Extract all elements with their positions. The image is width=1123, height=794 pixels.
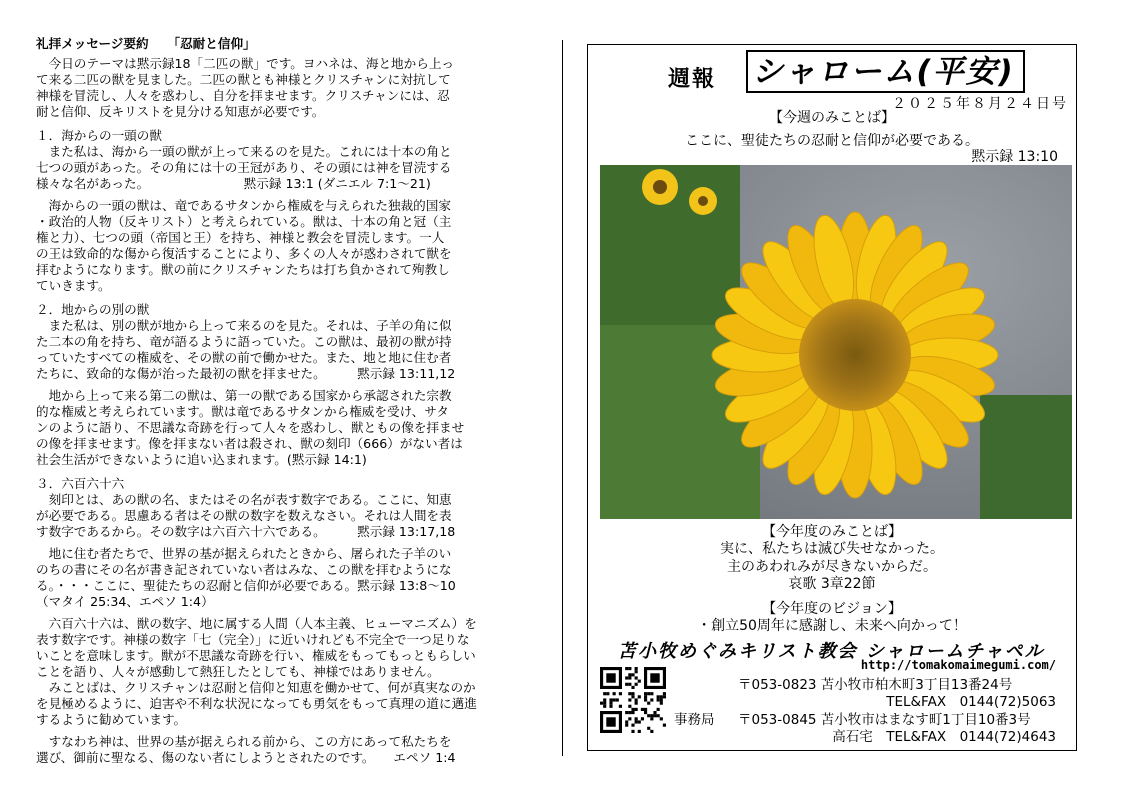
text-line: 刻印とは、あの獣の名、またはその名が表す数字である。ここに、知恵 [36, 492, 452, 507]
text-line: の像を拝ませます。像を拝まない者は殺され、獣の刻印（666）がない者は [36, 436, 463, 451]
vision-text: ・創立50周年に感謝し、未来へ向かって！ [697, 618, 967, 634]
text-line: 選び、御前に聖なる、傷のない者にしようとされたのです。 エペソ 1:4 [36, 750, 456, 765]
text-line: のちの書にその名が書き記されていない者はみな、この獣を拝むようにな [36, 562, 452, 577]
section-3-title: ３．六百六十六 [36, 476, 125, 491]
section-2-body [36, 388, 544, 468]
text-line: す数字であるから。その数字は六百六十六である。 黙示録 13:17,18 [36, 524, 456, 539]
text-line: するように勧めています。 [36, 712, 187, 727]
vision-heading: 【今年度のビジョン】 [762, 601, 902, 617]
text-line: る。・・・ここに、聖徒たちの忍耐と信仰が必要である。黙示録 13:8〜10 [36, 578, 456, 593]
column-divider [562, 40, 563, 756]
section-2-title: ２．地からの別の獣 [36, 302, 150, 317]
text-line: すなわち神は、世界の基が据えられる前から、この方にあって私たちを [36, 734, 452, 749]
year-verse-heading: 【今年度のみことば】 [762, 524, 902, 540]
text-line: 神様を冒涜し、人々を惑わし、自分を拝ませます。クリスチャンには、忍 [36, 88, 450, 103]
intro-text [36, 56, 544, 120]
masthead-title: シャローム(平安) [746, 50, 1025, 93]
year-verse-line-1: 実に、私たちは滅び失せなかった。 [720, 541, 944, 557]
sunflower-photo [600, 165, 1072, 519]
text-line: 様々な名があった。 黙示録 13:1 (ダニエル 7:1〜21) [36, 176, 431, 191]
text-line: を見極めるように、迫害や不利な状況になっても勇気をもって真理の道に邁進 [36, 696, 477, 711]
text-line: 地に住む者たちで、世界の基が据えられたときから、屠られた子羊のい [36, 546, 452, 561]
text-line: 海からの一頭の獣は、竜であるサタンから権威を与えられた独裁的国家 [36, 198, 451, 213]
text-line: 七つの頭があった。その角には十の王冠があり、その頭には神を冒涜する [36, 160, 452, 175]
text-line: ていきます。 [36, 278, 111, 293]
text-line: ンのように語り、不思議な奇跡を行って人々を惑わし、獣ともの像を拝ませ [36, 420, 465, 435]
text-line: 地から上って来る第二の獣は、第一の獣である国家から承認された宗教 [36, 388, 452, 403]
office-label: 事務局 [674, 712, 715, 728]
text-line: また私は、海から一頭の獣が上って来るのを見た。これには十本の角と [36, 144, 452, 159]
text-line: の王は致命的な傷から復活することにより、多くの人々が惑わされて獣を [36, 246, 452, 261]
text-line: っていたすべての権威を、その獣の前で働かせた。また、地と地に住む者 [36, 350, 452, 365]
text-line: また私は、別の獣が地から上って来るのを見た。それは、子羊の角に似 [36, 318, 452, 333]
text-line: 権と力）、七つの頭（帝国と王）を持ち、神様と教会を冒涜します。一人 [36, 230, 445, 245]
qr-code-icon [600, 667, 666, 733]
section-3-body [36, 616, 544, 728]
text-line: みことばは、クリスチャンは忍耐と信仰と知恵を働かせて、何が真実なのか [36, 680, 476, 695]
section-1-title: １．海からの一頭の獣 [36, 128, 162, 143]
office-address: 〒053-0845 苫小牧市はまなす町1丁目10番3号 [738, 712, 1031, 728]
section-3-quote-2 [36, 546, 544, 610]
text-line: （マタイ 25:34、エペソ 1:4） [36, 594, 214, 609]
weekly-verse-ref: 黙示録 13:10 [971, 149, 1058, 165]
text-line: が必要である。思慮ある者はその獣の数字を数えなさい。それは人間を表 [36, 508, 452, 523]
church-name: 苫小牧めぐみキリスト教会 シャロームチャペル [618, 641, 1045, 662]
section-1-quote [36, 144, 544, 192]
text-line: 拝むようになります。獣の前にクリスチャンたちは打ち負かされて殉教し [36, 262, 450, 277]
text-line: 今日のテーマは黙示録18「二匹の獣」です。ヨハネは、海と地から上っ [36, 56, 455, 71]
year-verse-line-2: 主のあわれみが尽きないからだ。 [727, 559, 937, 575]
church-address: 〒053-0823 苫小牧市柏木町3丁目13番24号 [738, 677, 1013, 693]
masthead-label: 週報 [668, 67, 717, 92]
section-3-quote [36, 492, 544, 540]
text-line: ・政治的人物（反キリスト）と考えられている。獣は、十本の角と冠（主 [36, 214, 452, 229]
text-line: て来る二匹の獣を見ました。二匹の獣とも神様とクリスチャンに対抗して [36, 72, 451, 87]
church-tel: TEL&FAX 0144(72)5063 [886, 694, 1056, 710]
weekly-verse-heading: 【今週のみことば】 [769, 110, 895, 126]
text-line: 六百六十六は、獣の数字、地に属する人間（人本主義、ヒューマニズム）を [36, 616, 477, 631]
text-line: 表す数字です。神様の数字「七（完全）」に近いけれども不完全で一つ足りな [36, 632, 470, 647]
section-1-body [36, 198, 544, 294]
sermon-heading: 礼拝メッセージ要約 「忍耐と信仰」 [36, 36, 256, 51]
office-tel: 高石宅 TEL&FAX 0144(72)4643 [832, 729, 1056, 745]
year-verse-ref: 哀歌 3章22節 [788, 576, 876, 592]
text-line: いことを意味します。獣が不思議な奇跡を行い、権威をもってもっともらしい [36, 648, 476, 663]
text-line: ことを語り、人々が感動して熱狂したとしても、神様ではありません。 [36, 664, 440, 679]
bulletin-cover [587, 44, 1077, 751]
issue-date: ２０２５年８月２４日号 [892, 96, 1068, 112]
text-line: 社会生活ができないように追い込まれます。(黙示録 14:1) [36, 452, 367, 467]
weekly-verse-text: ここに、聖徒たちの忍耐と信仰が必要である。 [685, 133, 979, 149]
section-2-quote [36, 318, 544, 382]
sermon-summary [36, 36, 544, 766]
text-line: 的な権威と考えられています。獣は竜であるサタンから権威を受け、サタ [36, 404, 449, 419]
text-line: たちに、致命的な傷が治った最初の獣を拝ませた。 黙示録 13:11,12 [36, 366, 456, 381]
text-line: 耐と信仰、反キリストを見分ける知恵が必要です。 [36, 104, 325, 119]
text-line: た二本の角を持ち、竜が語るように語っていた。この獣は、最初の獣が持 [36, 334, 452, 349]
church-url[interactable]: http://tomakomaimegumi.com/ [860, 658, 1056, 672]
closing-verse [36, 734, 544, 766]
